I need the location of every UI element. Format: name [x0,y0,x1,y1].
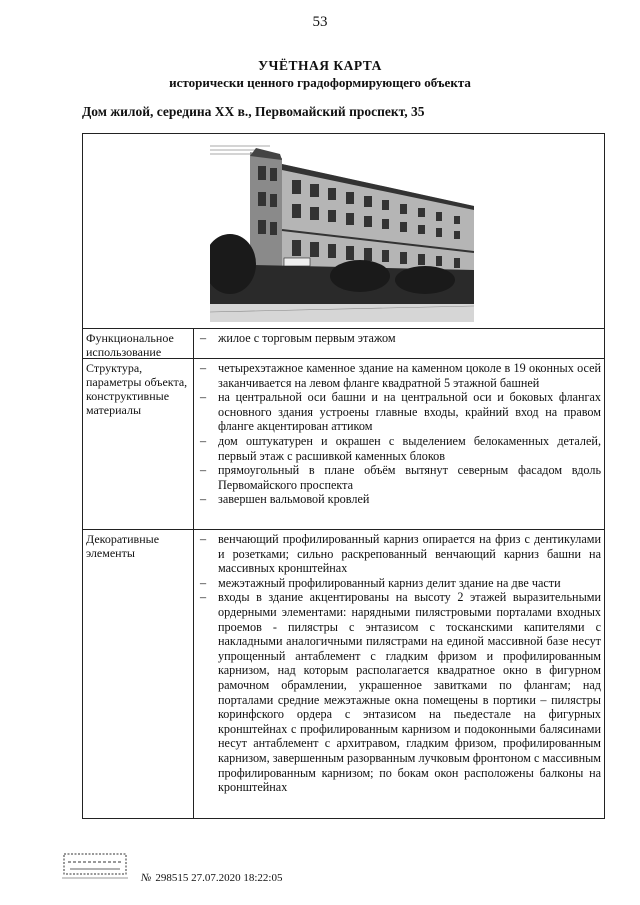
list-item [196,390,601,434]
list-item [196,492,601,507]
row-decorative [83,530,604,818]
row-label: Декоративные элементы [83,530,194,818]
object-title: Дом жилой, середина XX в., Первомайский проспект, 35 [82,104,425,119]
item-text: дом оштукатурен и окрашен с выделением белокаменных деталей, первый этаж с расшивкой каменных блоков [218,433,601,463]
building-photo [210,144,474,322]
document-number: 298515 [155,872,189,884]
row-content [196,331,601,346]
card-title: УЧЁТНАЯ КАРТА [258,58,382,73]
list-item [196,434,601,463]
dash-bullet: – [200,575,207,590]
item-text: жилое с торговым первым этажом [218,331,396,345]
item-text: на центральной оси башни и на центральной оси и боковых флангах основного здания устроены главные входы, крайний вход на правом фланге акцентирован аттиком [218,390,601,434]
dash-bullet: – [200,361,207,375]
dash-bullet: – [200,492,207,507]
row-structure [83,359,604,530]
row-label: Структура, параметры объекта, конструктивные материалы [83,359,194,529]
item-text: межэтажный профилированный карниз делит здание на две части [218,575,561,590]
record-card-table [82,133,605,819]
photo-cell [83,134,604,329]
list-item [196,463,601,492]
dash-bullet: – [200,390,207,405]
registration-datetime: 27.07.2020 18:22:05 [191,872,283,884]
row-content [196,361,601,507]
dash-bullet: – [200,532,207,546]
list-item [196,361,601,390]
dash-bullet: – [200,433,207,448]
number-sign: № [141,872,152,884]
list-item [196,590,601,794]
list-item [196,576,601,591]
dash-bullet: – [200,331,207,345]
page-number: 53 [312,14,328,30]
item-text: завершен вальмовой кровлей [218,492,370,507]
list-item [196,532,601,576]
row-label: Функциональное использование [83,329,194,358]
registration-stamp-icon [60,850,130,882]
row-functional-use [83,329,604,359]
row-content [196,532,601,795]
item-text: четырехэтажное каменное здание на каменном цоколе в 19 оконных осей заканчивается на левом фланге квадратной 5 этажной башней [218,361,601,390]
list-item [196,331,601,346]
item-text: входы в здание акцентированы на высоту 2 этажей выразительными ордерными элементами: нарядными пилястровыми порталами входных проемов - пилястры с энтазисом с тосканскими капителями с накладными аналогичными пилястрами на единой массивной базе несут упрощенный антаблемент с гладким фризом и профилированным карнизом, над которым располагается квадратное окно в фигурном рамочном обрамлении, украшенное завитками по флангам; над порталами средние межэтажные окна помещены в портики – пилястры коринфского ордера с энтазисом на пьедестале на фигурных кронштейнах с профилированным карнизом и подоконными балясинами несут антаблемент с архитравом, гладким фризом, профилированным карнизом, завершенным разорванным лучковым фронтоном с массивным профилированным карнизом; по бокам окон расположены балконы на кронштейнах [218,590,601,795]
item-text: прямоугольный в плане объём вытянут северным фасадом вдоль Первомайского проспекта [218,463,601,492]
document-registration [141,872,283,884]
dash-bullet: – [200,463,207,478]
dash-bullet: – [200,590,207,605]
item-text: венчающий профилированный карниз опирается на фриз с дентикулами и розетками; сильно раскрепованный венчающий карниз башни на массивных кронштейнах [218,532,601,576]
card-subtitle: исторически ценного градоформирующего объекта [169,75,471,90]
